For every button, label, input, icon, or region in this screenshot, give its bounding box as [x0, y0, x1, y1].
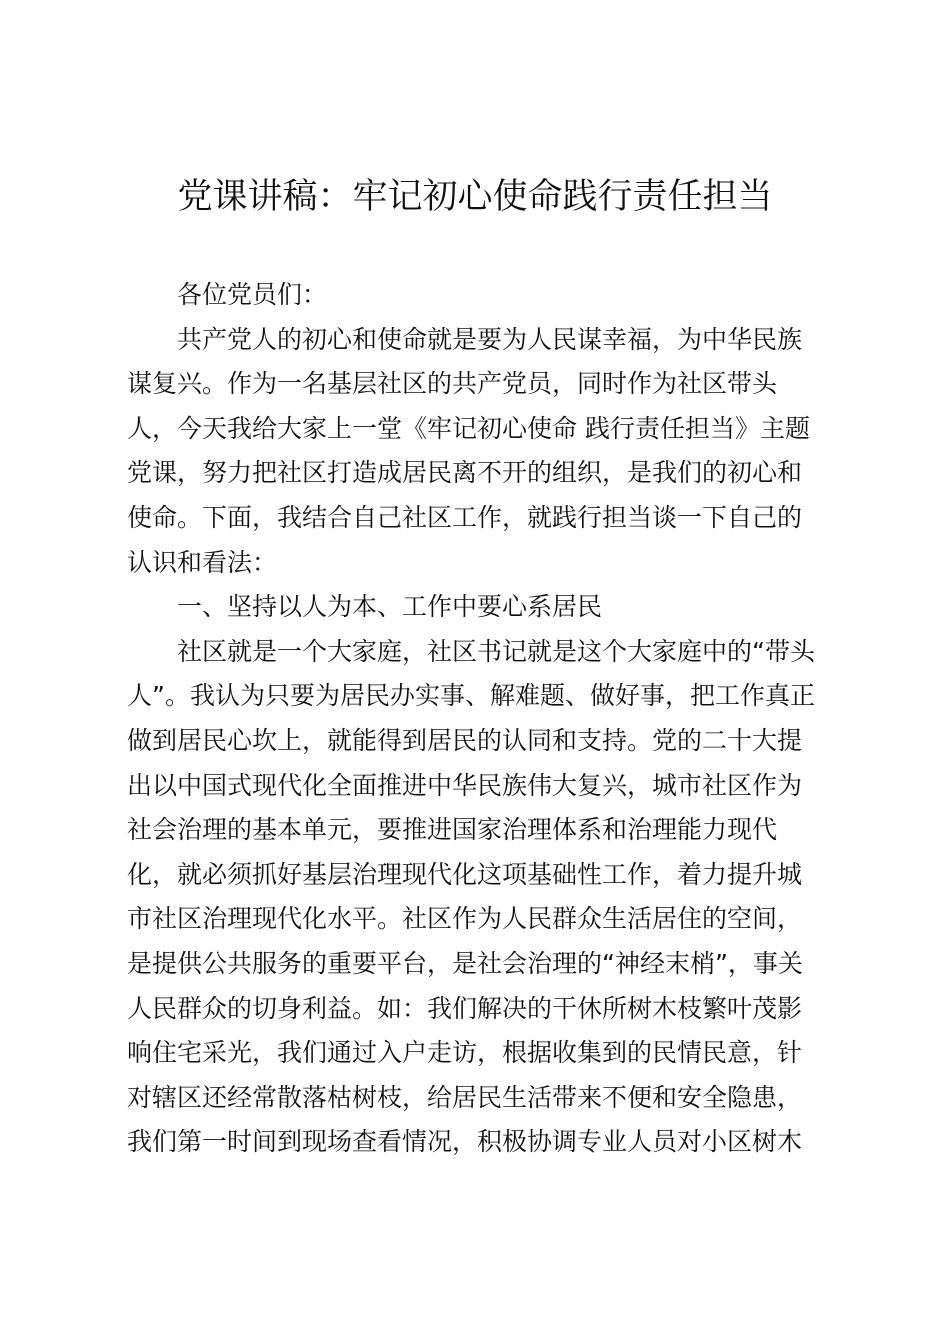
paragraph-line: 共产党人的初心和使命就是要为人民谋幸福，为中华民族 [177, 324, 803, 354]
paragraph-line: 响住宅采光，我们通过入户走访，根据收集到的民情民意，针 [127, 1038, 803, 1068]
paragraph-line: 使命。下面，我结合自己社区工作，就践行担当谈一下自己的 [127, 502, 803, 532]
section-heading: 一、坚持以人为本、工作中要心系居民 [177, 592, 603, 622]
paragraph-line: 对辖区还经常散落枯树枝，给居民生活带来不便和安全隐患， [127, 1082, 803, 1112]
paragraph-line: 认识和看法： [127, 547, 278, 577]
document-title: 党课讲稿：牢记初心使命践行责任担当 [177, 177, 773, 217]
document-body [127, 273, 833, 1165]
paragraph-line: 是提供公共服务的重要平台，是社会治理的“神经末梢”，事关 [127, 948, 803, 978]
paragraph-line: 做到居民心坎上，就能得到居民的认同和支持。党的二十大提 [127, 725, 803, 755]
paragraph-line: 人民群众的切身利益。如：我们解决的干休所树木枝繁叶茂影 [127, 993, 803, 1023]
paragraph-line: 谋复兴。作为一名基层社区的共产党员，同时作为社区带头 [127, 369, 778, 399]
paragraph-line: 化，就必须抓好基层治理现代化这项基础性工作，着力提升城 [127, 859, 803, 889]
paragraph-line: 人”。我认为只要为居民办实事、解难题、做好事，把工作真正 [127, 681, 815, 711]
salutation: 各位党员们： [177, 280, 328, 309]
paragraph-line: 社区就是一个大家庭，社区书记就是这个大家庭中的“带头 [177, 636, 815, 666]
paragraph-line: 社会治理的基本单元，要推进国家治理体系和治理能力现代 [127, 815, 778, 845]
paragraph-line: 出以中国式现代化全面推进中华民族伟大复兴，城市社区作为 [127, 770, 803, 800]
paragraph-line: 我们第一时间到现场查看情况，积极协调专业人员对小区树木 [127, 1127, 803, 1157]
paragraph-line: 党课，努力把社区打造成居民离不开的组织，是我们的初心和 [127, 458, 803, 488]
paragraph-line: 人，今天我给大家上一堂《牢记初心使命 践行责任担当》主题 [127, 413, 810, 443]
paragraph-line: 市社区治理现代化水平。社区作为人民群众生活居住的空间， [127, 904, 803, 934]
